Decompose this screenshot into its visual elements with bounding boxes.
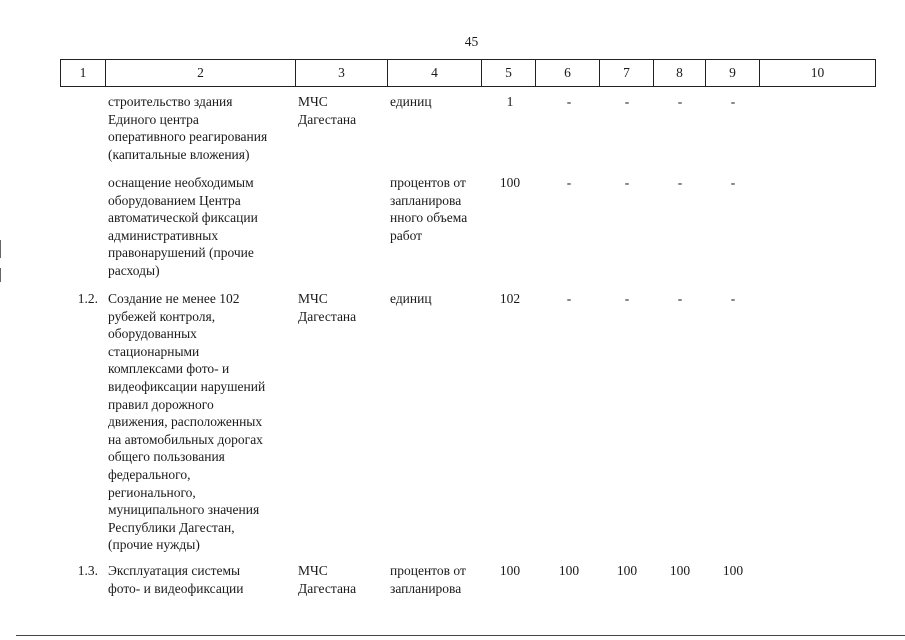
row-1-value-col6: - bbox=[566, 94, 572, 109]
row-1-desc-line: Единого центра bbox=[108, 111, 199, 127]
row-1-unit bbox=[390, 93, 432, 111]
row-4-value-col8: 100 bbox=[669, 563, 691, 578]
row-4-unit-line: запланирова bbox=[390, 580, 462, 596]
row-2-unit-line: запланирова bbox=[390, 192, 462, 208]
row-3-desc-line: на автомобильных дорогах bbox=[108, 431, 263, 447]
row-3-desc-line: (прочие нужды) bbox=[108, 537, 200, 553]
row-1-org-line: Дагестана bbox=[298, 111, 357, 127]
row-3-desc-line: правил дорожного bbox=[108, 396, 214, 412]
row-1-value-col5: 1 bbox=[506, 94, 514, 109]
row-3-desc-line: регионального, bbox=[108, 484, 196, 500]
row-2-value-col7: - bbox=[624, 175, 630, 190]
row-1-unit-line: единиц bbox=[390, 94, 432, 109]
row-2-unit-line: процентов от bbox=[390, 175, 466, 190]
row-1-value-col8: - bbox=[677, 94, 683, 109]
row-3-value-col6: - bbox=[566, 291, 572, 306]
row-4-org-line: МЧС bbox=[298, 563, 328, 578]
row-4-desc-line: фото- и видеофиксации bbox=[108, 580, 244, 596]
header-col-4: 4 bbox=[388, 60, 482, 87]
row-4-value-col7: 100 bbox=[616, 563, 638, 578]
table-header bbox=[60, 59, 876, 87]
header-col-9: 9 bbox=[706, 60, 760, 87]
header-col-3: 3 bbox=[296, 60, 388, 87]
row-1-organization bbox=[298, 93, 356, 128]
row-2-desc-line: автоматической фиксации bbox=[108, 210, 258, 226]
row-2-desc-line: правонарушений (прочие bbox=[108, 245, 254, 261]
header-col-5: 5 bbox=[482, 60, 536, 87]
row-1-value-col9: - bbox=[730, 94, 736, 109]
row-2-desc-line: административных bbox=[108, 227, 219, 243]
row-3-unit-line: единиц bbox=[390, 291, 432, 306]
row-3-org-line: МЧС bbox=[298, 291, 328, 306]
page-number: 45 bbox=[464, 34, 479, 49]
row-2-unit bbox=[390, 174, 467, 244]
row-3-value-col8: - bbox=[677, 291, 683, 306]
header-col-10: 10 bbox=[760, 60, 876, 87]
row-3-unit bbox=[390, 290, 432, 308]
row-3-value-col5: 102 bbox=[499, 291, 521, 306]
row-3-value-col9: - bbox=[730, 291, 736, 306]
row-4-value-col6: 100 bbox=[558, 563, 580, 578]
row-3-value-col7: - bbox=[624, 291, 630, 306]
header-col-1: 1 bbox=[61, 60, 106, 87]
row-3-desc-line: оборудованных bbox=[108, 326, 197, 342]
row-3-desc-line: рубежей контроля, bbox=[108, 308, 216, 324]
row-2-unit-line: работ bbox=[390, 227, 423, 243]
row-3-description bbox=[108, 290, 265, 554]
row-2-value-col8: - bbox=[677, 175, 683, 190]
row-4-value-col9: 100 bbox=[722, 563, 744, 578]
row-1-desc-line: строительство здания bbox=[108, 94, 233, 109]
header-col-7: 7 bbox=[600, 60, 654, 87]
row-1-desc-line: оперативного реагирования bbox=[108, 129, 268, 145]
row-3-desc-line: общего пользования bbox=[108, 449, 225, 465]
row-4-organization bbox=[298, 562, 356, 597]
row-2-desc-line: расходы) bbox=[108, 262, 160, 278]
scan-bottom-edge bbox=[16, 635, 905, 636]
row-3-desc-line: движения, расположенных bbox=[108, 414, 263, 430]
row-3-org-line: Дагестана bbox=[298, 308, 357, 324]
row-4-unit-line: процентов от bbox=[390, 563, 466, 578]
row-1-value-col7: - bbox=[624, 94, 630, 109]
row-4-desc-line: Эксплуатация системы bbox=[108, 563, 241, 578]
row-2-unit-line: нного объема bbox=[390, 210, 468, 226]
row-3-desc-line: Республики Дагестан, bbox=[108, 519, 235, 535]
row-3-desc-line: Создание не менее 102 bbox=[108, 291, 240, 306]
row-3-desc-line: комплексами фото- и bbox=[108, 361, 230, 377]
row-3-desc-line: федерального, bbox=[108, 466, 191, 482]
scan-edge-mark bbox=[0, 268, 1, 282]
row-2-value-col6: - bbox=[566, 175, 572, 190]
row-2-description bbox=[108, 174, 258, 280]
row-4-description bbox=[108, 562, 244, 597]
header-col-8: 8 bbox=[654, 60, 706, 87]
row-2-desc-line: оснащение необходимым bbox=[108, 175, 254, 190]
row-2-desc-line: оборудованием Центра bbox=[108, 192, 241, 208]
row-3-number: 1.2. bbox=[77, 291, 98, 306]
header-col-6: 6 bbox=[536, 60, 600, 87]
header-col-2: 2 bbox=[106, 60, 296, 87]
row-4-unit bbox=[390, 562, 466, 597]
row-3-desc-line: стационарными bbox=[108, 343, 200, 359]
row-1-org-line: МЧС bbox=[298, 94, 328, 109]
row-3-desc-line: муниципального значения bbox=[108, 502, 260, 518]
row-1-desc-line: (капитальные вложения) bbox=[108, 146, 250, 162]
row-2-value-col9: - bbox=[730, 175, 736, 190]
row-3-desc-line: видеофиксации нарушений bbox=[108, 378, 266, 394]
row-4-number: 1.3. bbox=[77, 563, 98, 578]
scan-edge-mark bbox=[0, 240, 1, 258]
row-1-description bbox=[108, 93, 267, 163]
row-3-organization bbox=[298, 290, 356, 325]
row-4-org-line: Дагестана bbox=[298, 580, 357, 596]
row-2-value-col5: 100 bbox=[499, 175, 521, 190]
row-4-value-col5: 100 bbox=[499, 563, 521, 578]
